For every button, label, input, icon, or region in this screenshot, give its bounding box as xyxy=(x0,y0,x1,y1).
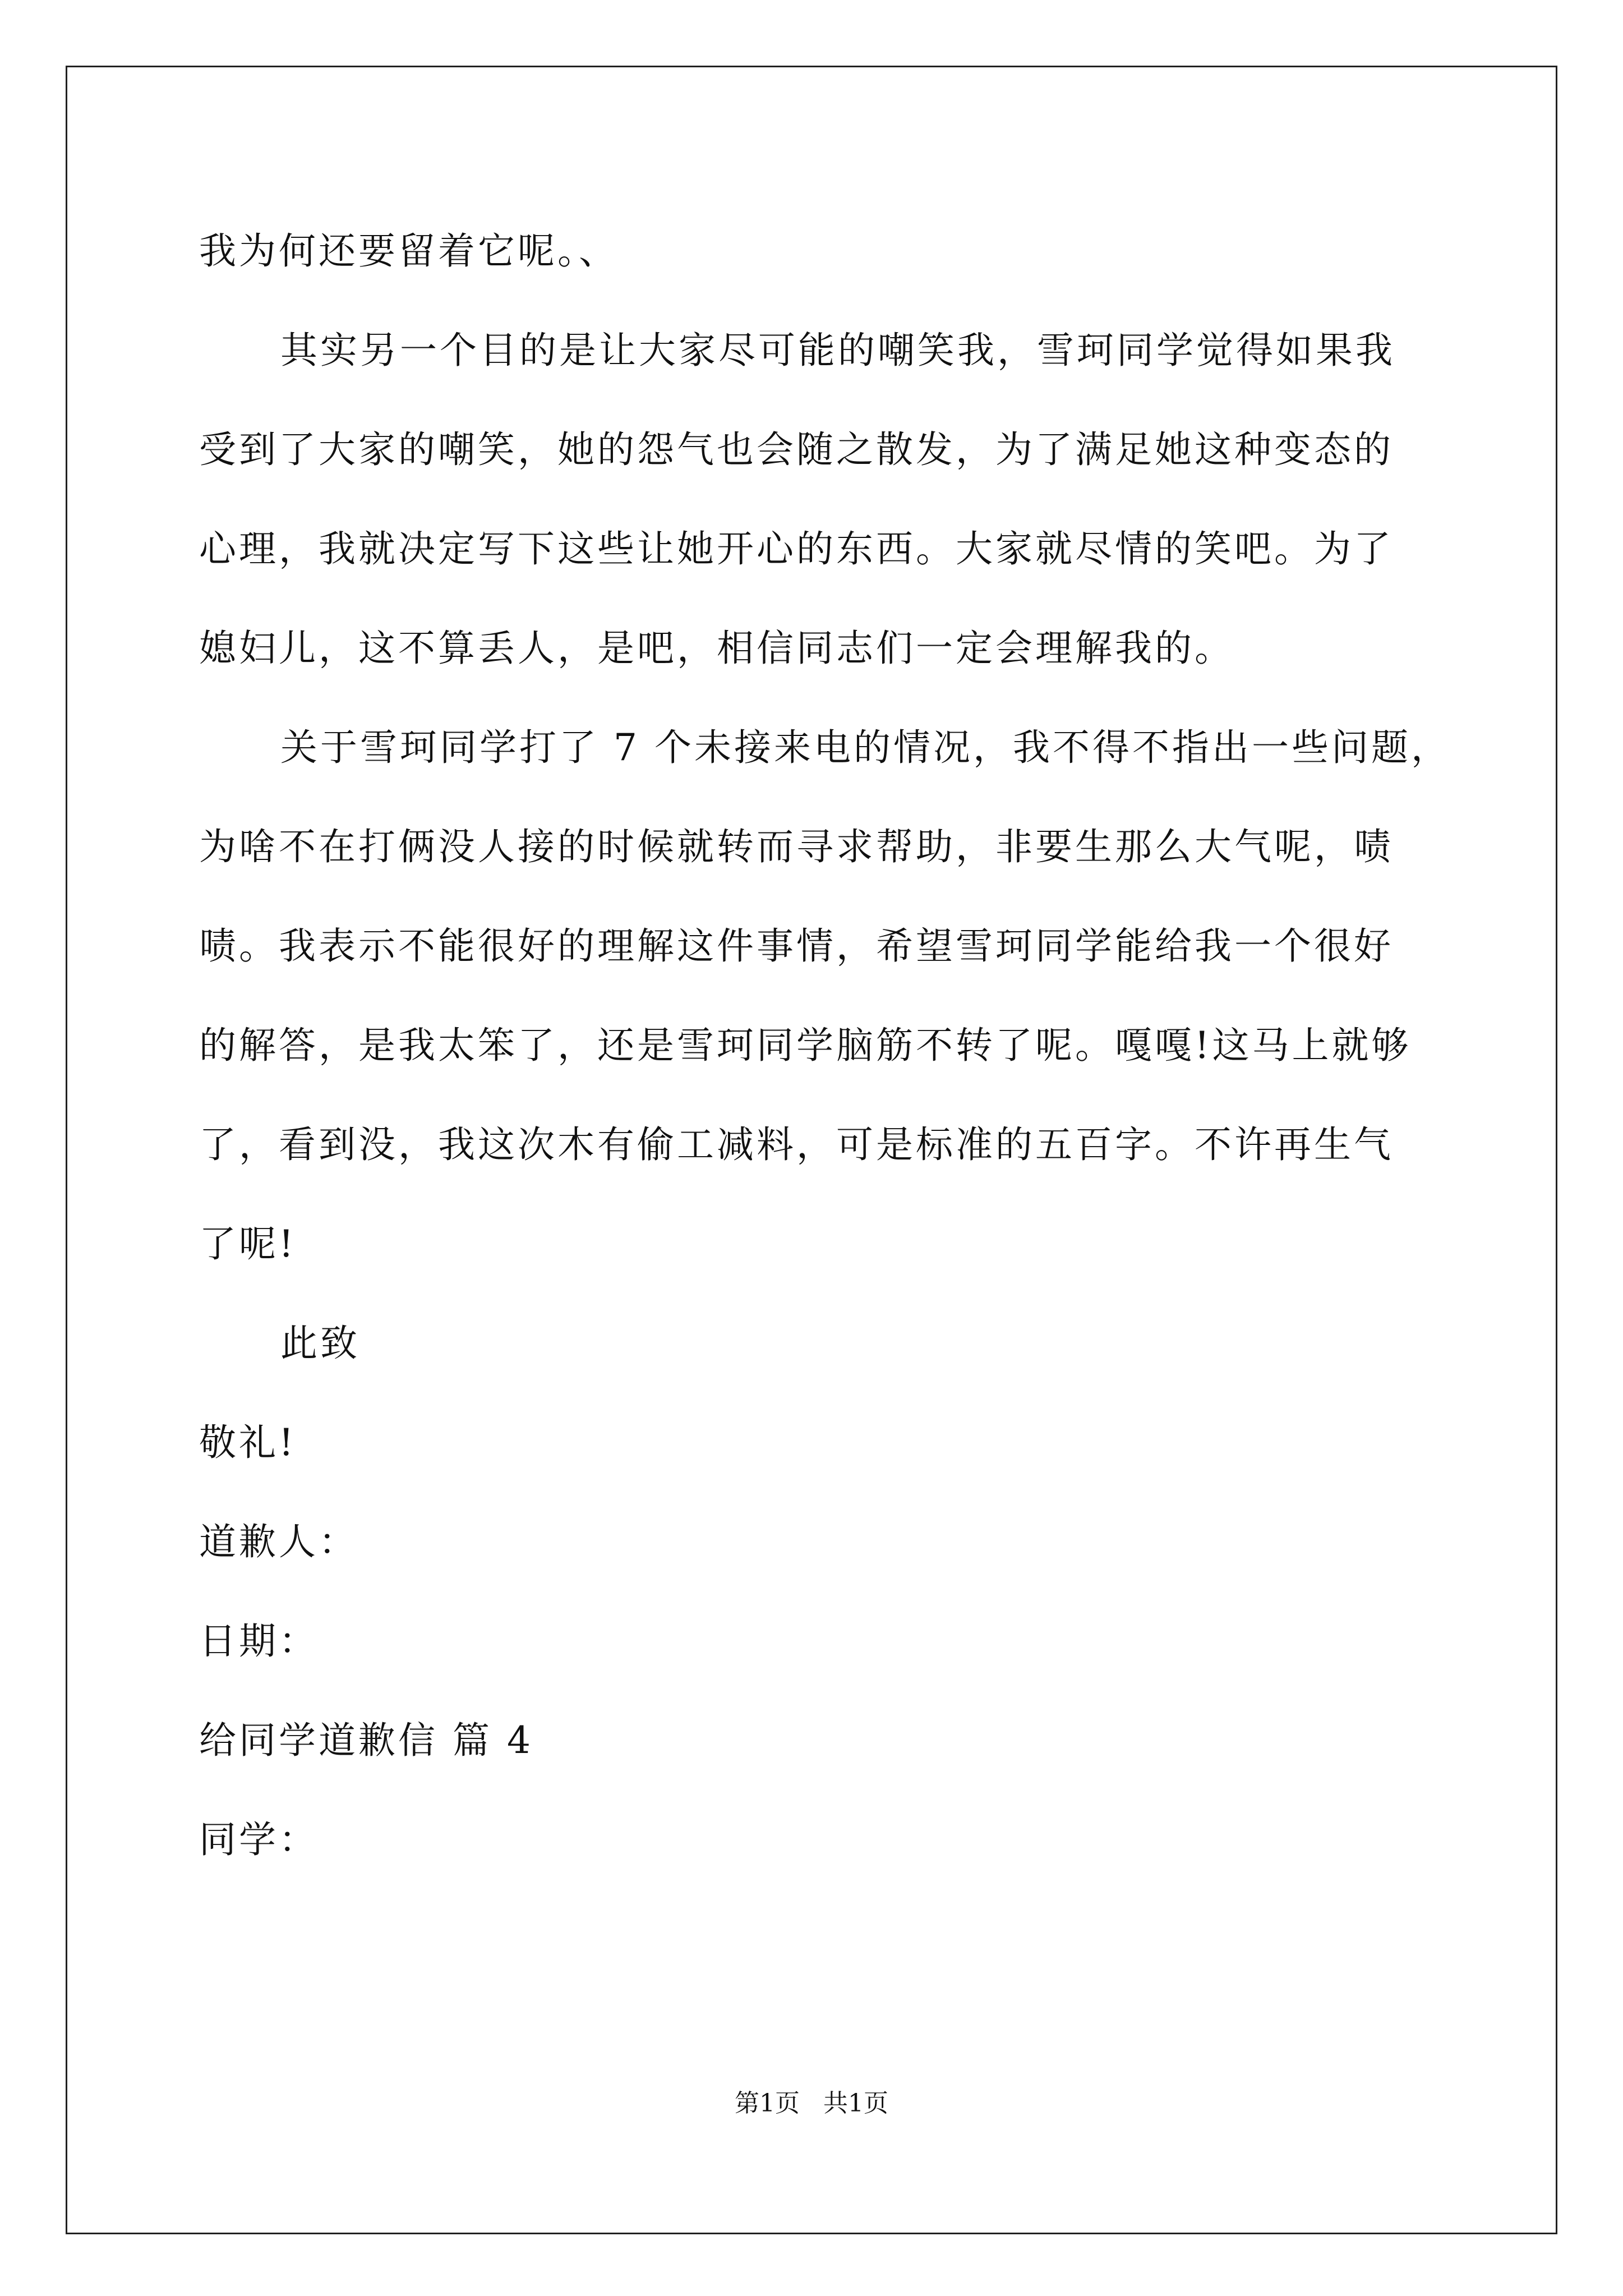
text-line: 啧。我表示不能很好的理解这件事情，希望雪珂同学能给我一个很好 xyxy=(199,924,1394,968)
closing-regards: 敬礼! xyxy=(199,1421,297,1464)
text-line: 其实另一个目的是让大家尽可能的嘲笑我，雪珂同学觉得如果我 xyxy=(280,329,1395,372)
text-line: 媳妇儿，这不算丢人，是吧，相信同志们一定会理解我的。 xyxy=(199,627,1234,670)
text-line: 了呢! xyxy=(199,1222,297,1266)
text-line: 心理，我就决定写下这些让她开心的东西。大家就尽情的笑吧。为了 xyxy=(199,527,1394,570)
text-line: 的解答，是我太笨了，还是雪珂同学脑筋不转了呢。嘎嘎!这马上就够 xyxy=(199,1024,1412,1067)
text-line: 了，看到没，我这次木有偷工减料，可是标准的五百字。不许再生气 xyxy=(199,1123,1394,1166)
date-label: 日期： xyxy=(199,1619,319,1663)
greeting: 同学： xyxy=(199,1818,319,1861)
text-line: 受到了大家的嘲笑，她的怨气也会随之散发，为了满足她这种变态的 xyxy=(199,428,1394,471)
signature-label: 道歉人： xyxy=(199,1520,358,1563)
text-line: 为啥不在打俩没人接的时候就转而寻求帮助，非要生那么大气呢，啧 xyxy=(199,825,1394,868)
section-title: 给同学道歉信 篇 4 xyxy=(199,1719,533,1762)
text-line: 我为何还要留着它呢。、 xyxy=(199,229,619,273)
closing-salutation: 此致 xyxy=(280,1322,360,1365)
page-footer: 第1页 共1页 xyxy=(735,2089,888,2118)
text-line: 关于雪珂同学打了 7 个未接来电的情况，我不得不指出一些问题， xyxy=(280,726,1451,769)
